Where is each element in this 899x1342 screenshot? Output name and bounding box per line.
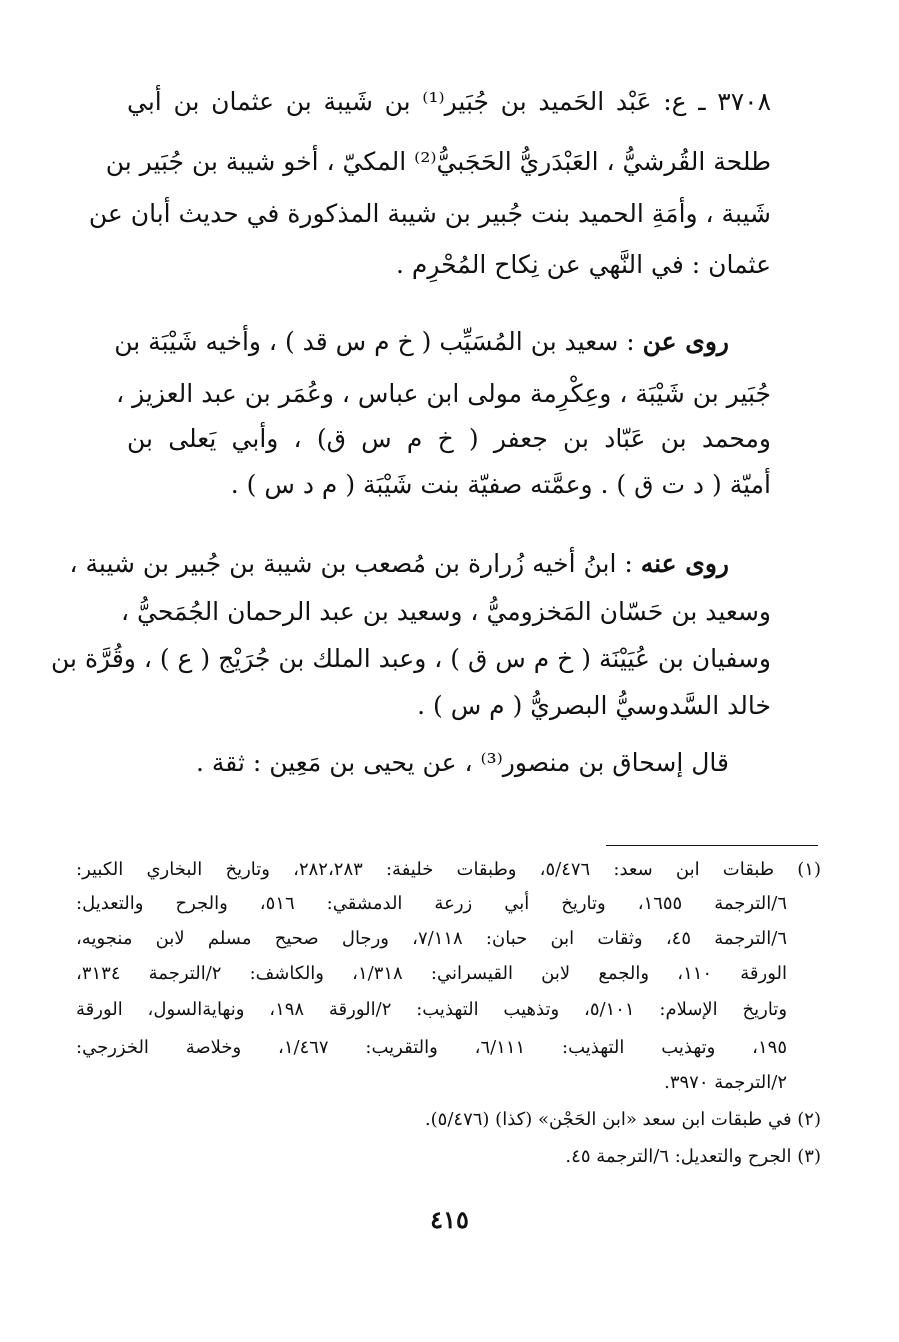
rawa-anhu-line-2: وسعيد بن حَسّان المَخزوميُّ ، وسعيد بن عبد الرحمان الجُمَحيُّ ، <box>120 597 771 626</box>
footnote-3: (٣) الجرح والتعديل: ٦/الترجمة ٤٥. <box>565 1146 821 1167</box>
footnote-1-line-3: ٦/الترجمة ٤٥، وثقات ابن حبان: ٧/١١٨، ورجال صحيح مسلم لابن منجويه، <box>76 928 787 949</box>
footnote-1-line-4: الورقة ١١٠، والجمع لابن القيسراني: ١/٣١٨، والكاشف: ٢/الترجمة ٣١٣٤، <box>76 963 788 984</box>
footnote-separator <box>606 845 818 846</box>
rawa-anhu-text-1: : ابنُ أخيه زُرارة بن مُصعب بن شيبة بن جُبير بن شيبة ، <box>69 549 641 578</box>
rawa-an-line-4: أميّة ( د ت ق ) . وعمَّته صفيّة بنت شَيْبَة ( م د س ) . <box>230 470 771 499</box>
footnote-1-line-7: ٢/الترجمة ٣٩٧٠. <box>664 1072 787 1093</box>
rawa-an-line-3: ومحمد بن عَبّاد بن جعفر ( خ م س ق) ، وأبي يَعلى بن <box>127 424 771 453</box>
footnote-1-line-6: ١٩٥، وتهذيب التهذيب: ٦/١١١، والتقريب: ١/٤٦٧، وخلاصة الخزرجي: <box>76 1037 787 1058</box>
entry-line-2: طلحة القُرشيُّ ، العَبْدَريُّ الحَجَبيُّ⁽²⁾ المكيّ ، أخو شيبة بن جُبَير بن <box>105 147 771 176</box>
rawa-anhu-line-3: وسفيان بن عُيَيْنَة ( خ م س ق ) ، وعبد الملك بن جُرَيْج ( ع ) ، وقُرَّة بن <box>51 644 771 673</box>
footnote-1-line-5: وتاريخ الإسلام: ٥/١٠١، وتذهيب التهذيب: ٢/الورقة ١٩٨، ونهايةالسول، الورقة <box>76 999 788 1020</box>
footnote-1-line-2: ٦/الترجمة ١٦٥٥، وتاريخ أبي زرعة الدمشقي: ٥١٦، والجرح والتعديل: <box>76 893 787 914</box>
rawa-an-line-1 <box>114 322 729 362</box>
entry-line-3: شَيبة ، وأمَةِ الحميد بنت جُبير بن شيبة المذكورة في حديث أبان عن <box>88 199 771 228</box>
footnote-2: (٢) في طبقات ابن سعد «ابن الحَجْن» (كذا) (٥/٤٧٦). <box>424 1109 821 1130</box>
rawa-anhu-line-4: خالد السَّدوسيُّ البصريُّ ( م س ) . <box>417 691 771 720</box>
rawa-anhu-label: روى عنه <box>640 549 729 578</box>
rawa-an-label: روى عن <box>642 327 729 356</box>
entry-line-4: عثمان : في النَّهي عن نِكاح المُحْرِم . <box>395 250 771 279</box>
entry-line-1: ٣٧٠٨ ـ ع: عَبْد الحَميد بن جُبَير⁽¹⁾ بن شَيبة بن عثمان بن أبي <box>127 87 772 116</box>
qala-line: قال إسحاق بن منصور⁽³⁾ ، عن يحيى بن مَعِين : ثقة . <box>196 748 729 777</box>
rawa-anhu-line-1 <box>69 544 729 584</box>
page-number: ٤١٥ <box>430 1205 469 1234</box>
footnote-1-line-1: (١) طبقات ابن سعد: ٥/٤٧٦، وطبقات خليفة: ٢٨٢،٢٨٣، وتاريخ البخاري الكبير: <box>76 859 821 880</box>
rawa-an-text-1: : سعيد بن المُسَيِّب ( خ م س قد ) ، وأخيه شَيْبَة بن <box>114 327 643 356</box>
rawa-an-line-2: جُبَير بن شَيْبَة ، وعِكْرِمة مولى ابن عباس ، وعُمَر بن عبد العزيز ، <box>116 379 771 408</box>
